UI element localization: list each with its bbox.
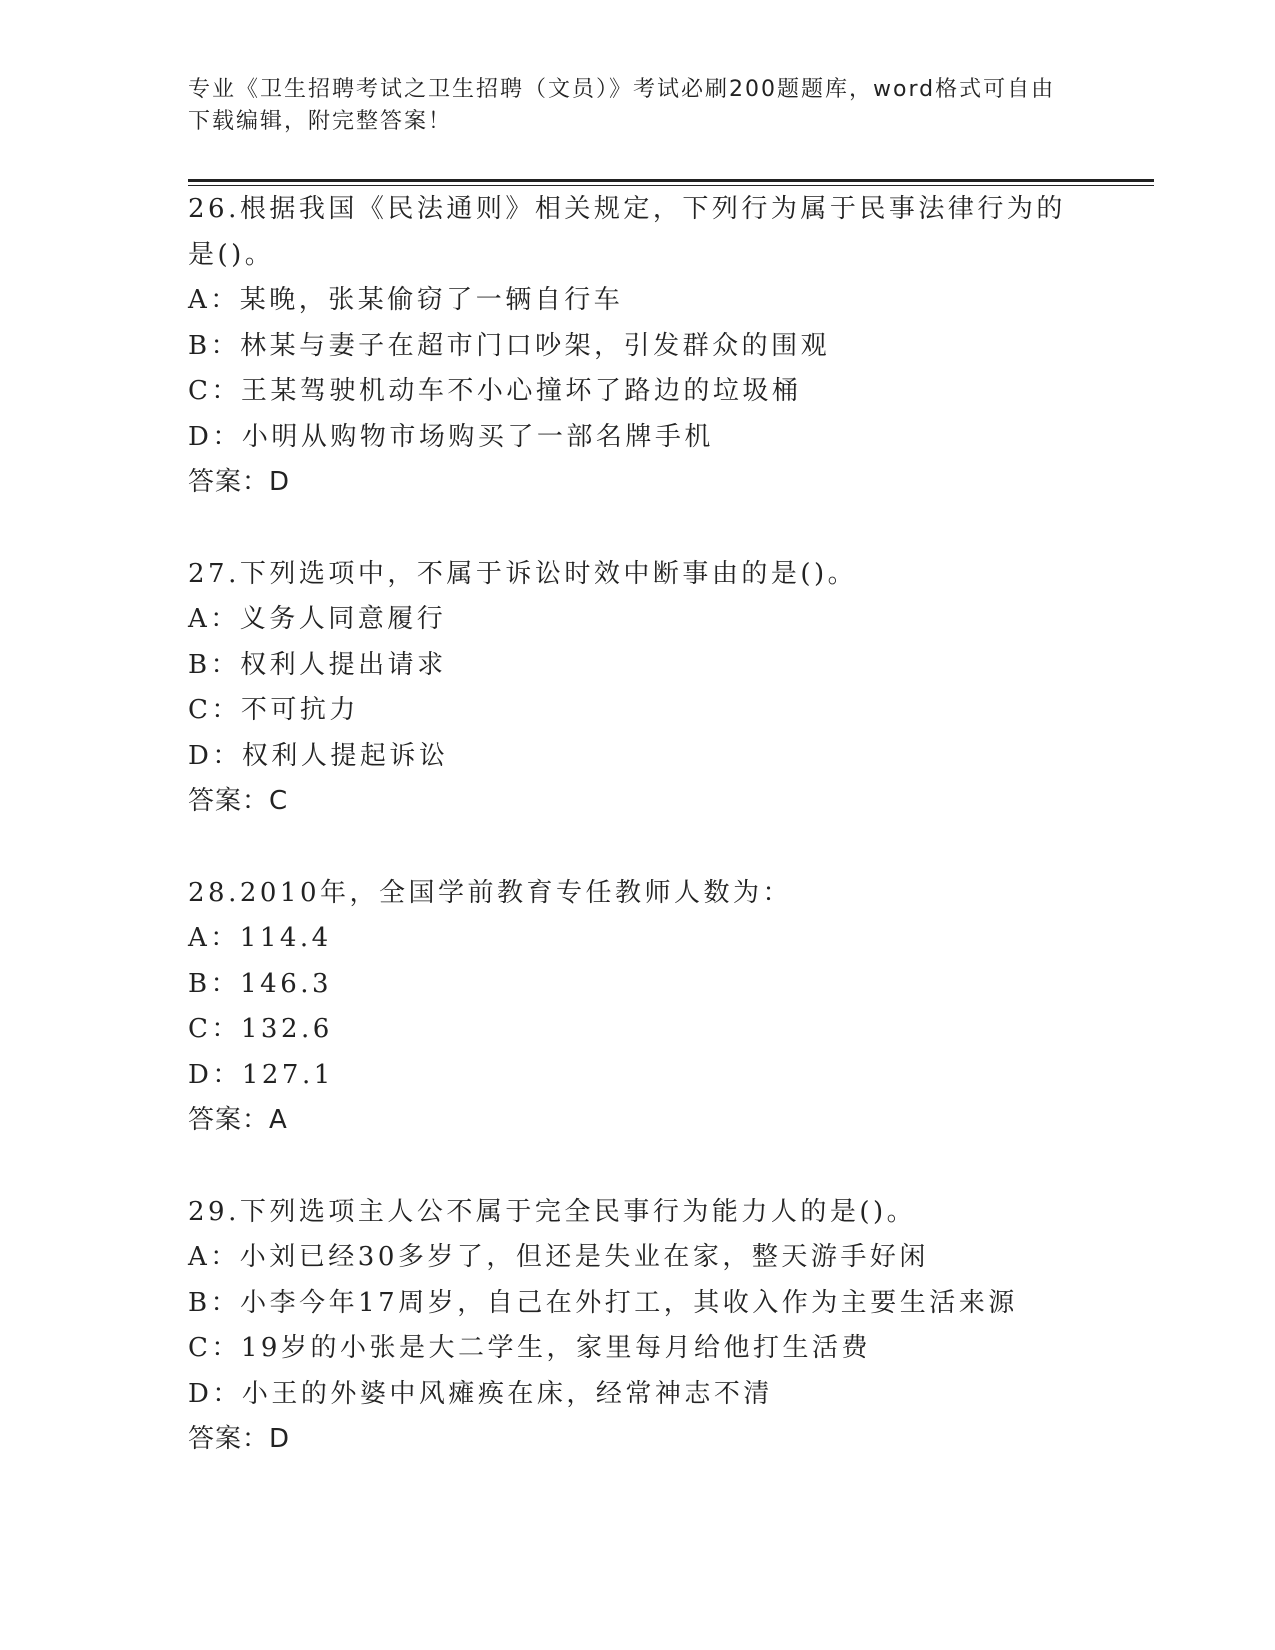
option-c: C：19岁的小张是大二学生，家里每月给他打生活费 xyxy=(188,1333,871,1363)
question-26 xyxy=(188,187,1088,506)
option-d: D：127.1 xyxy=(188,1059,334,1090)
question-29 xyxy=(188,1190,1088,1463)
option-c: C：王某驾驶机动车不小心撞坏了路边的垃圾桶 xyxy=(188,376,802,406)
option-b: B：小李今年17周岁，自己在外打工，其收入作为主要生活来源 xyxy=(188,1287,1018,1318)
question-title: 29.下列选项主人公不属于完全民事行为能力人的是()。 xyxy=(188,1196,917,1227)
answer: 答案：C xyxy=(188,786,289,816)
answer: 答案：D xyxy=(188,1424,291,1454)
question-27 xyxy=(188,552,1088,825)
header-divider-thin xyxy=(188,185,1154,186)
answer: 答案：D xyxy=(188,467,291,497)
question-list xyxy=(188,187,1088,1509)
document-header: 专业《卫生招聘考试之卫生招聘（文员）》考试必刷200题题库，word格式可自由下载编辑，附完整答案！ xyxy=(188,77,1056,134)
option-b: B：权利人提出请求 xyxy=(188,649,447,680)
option-d: D：小王的外婆中风瘫痪在床，经常神志不清 xyxy=(188,1378,773,1409)
answer: 答案：A xyxy=(188,1105,288,1135)
question-title: 28.2010年，全国学前教育专任教师人数为： xyxy=(188,877,793,908)
question-28 xyxy=(188,871,1088,1144)
question-title: 26.根据我国《民法通则》相关规定，下列行为属于民事法律行为的是()。 xyxy=(188,194,1066,270)
option-d: D：权利人提起诉讼 xyxy=(188,740,449,771)
option-a: A：小刘已经30多岁了，但还是失业在家，整天游手好闲 xyxy=(188,1242,929,1272)
option-b: B：146.3 xyxy=(188,968,333,999)
option-b: B：林某与妻子在超市门口吵架，引发群众的围观 xyxy=(188,330,831,361)
option-a: A：义务人同意履行 xyxy=(188,604,447,634)
option-a: A：某晚，张某偷窃了一辆自行车 xyxy=(188,285,624,315)
option-c: C：132.6 xyxy=(188,1014,333,1044)
header-divider-thick xyxy=(188,179,1154,182)
question-title: 27.下列选项中，不属于诉讼时效中断事由的是()。 xyxy=(188,558,858,589)
option-c: C：不可抗力 xyxy=(188,695,359,725)
option-d: D：小明从购物市场购买了一部名牌手机 xyxy=(188,421,714,452)
option-a: A：114.4 xyxy=(188,923,332,953)
